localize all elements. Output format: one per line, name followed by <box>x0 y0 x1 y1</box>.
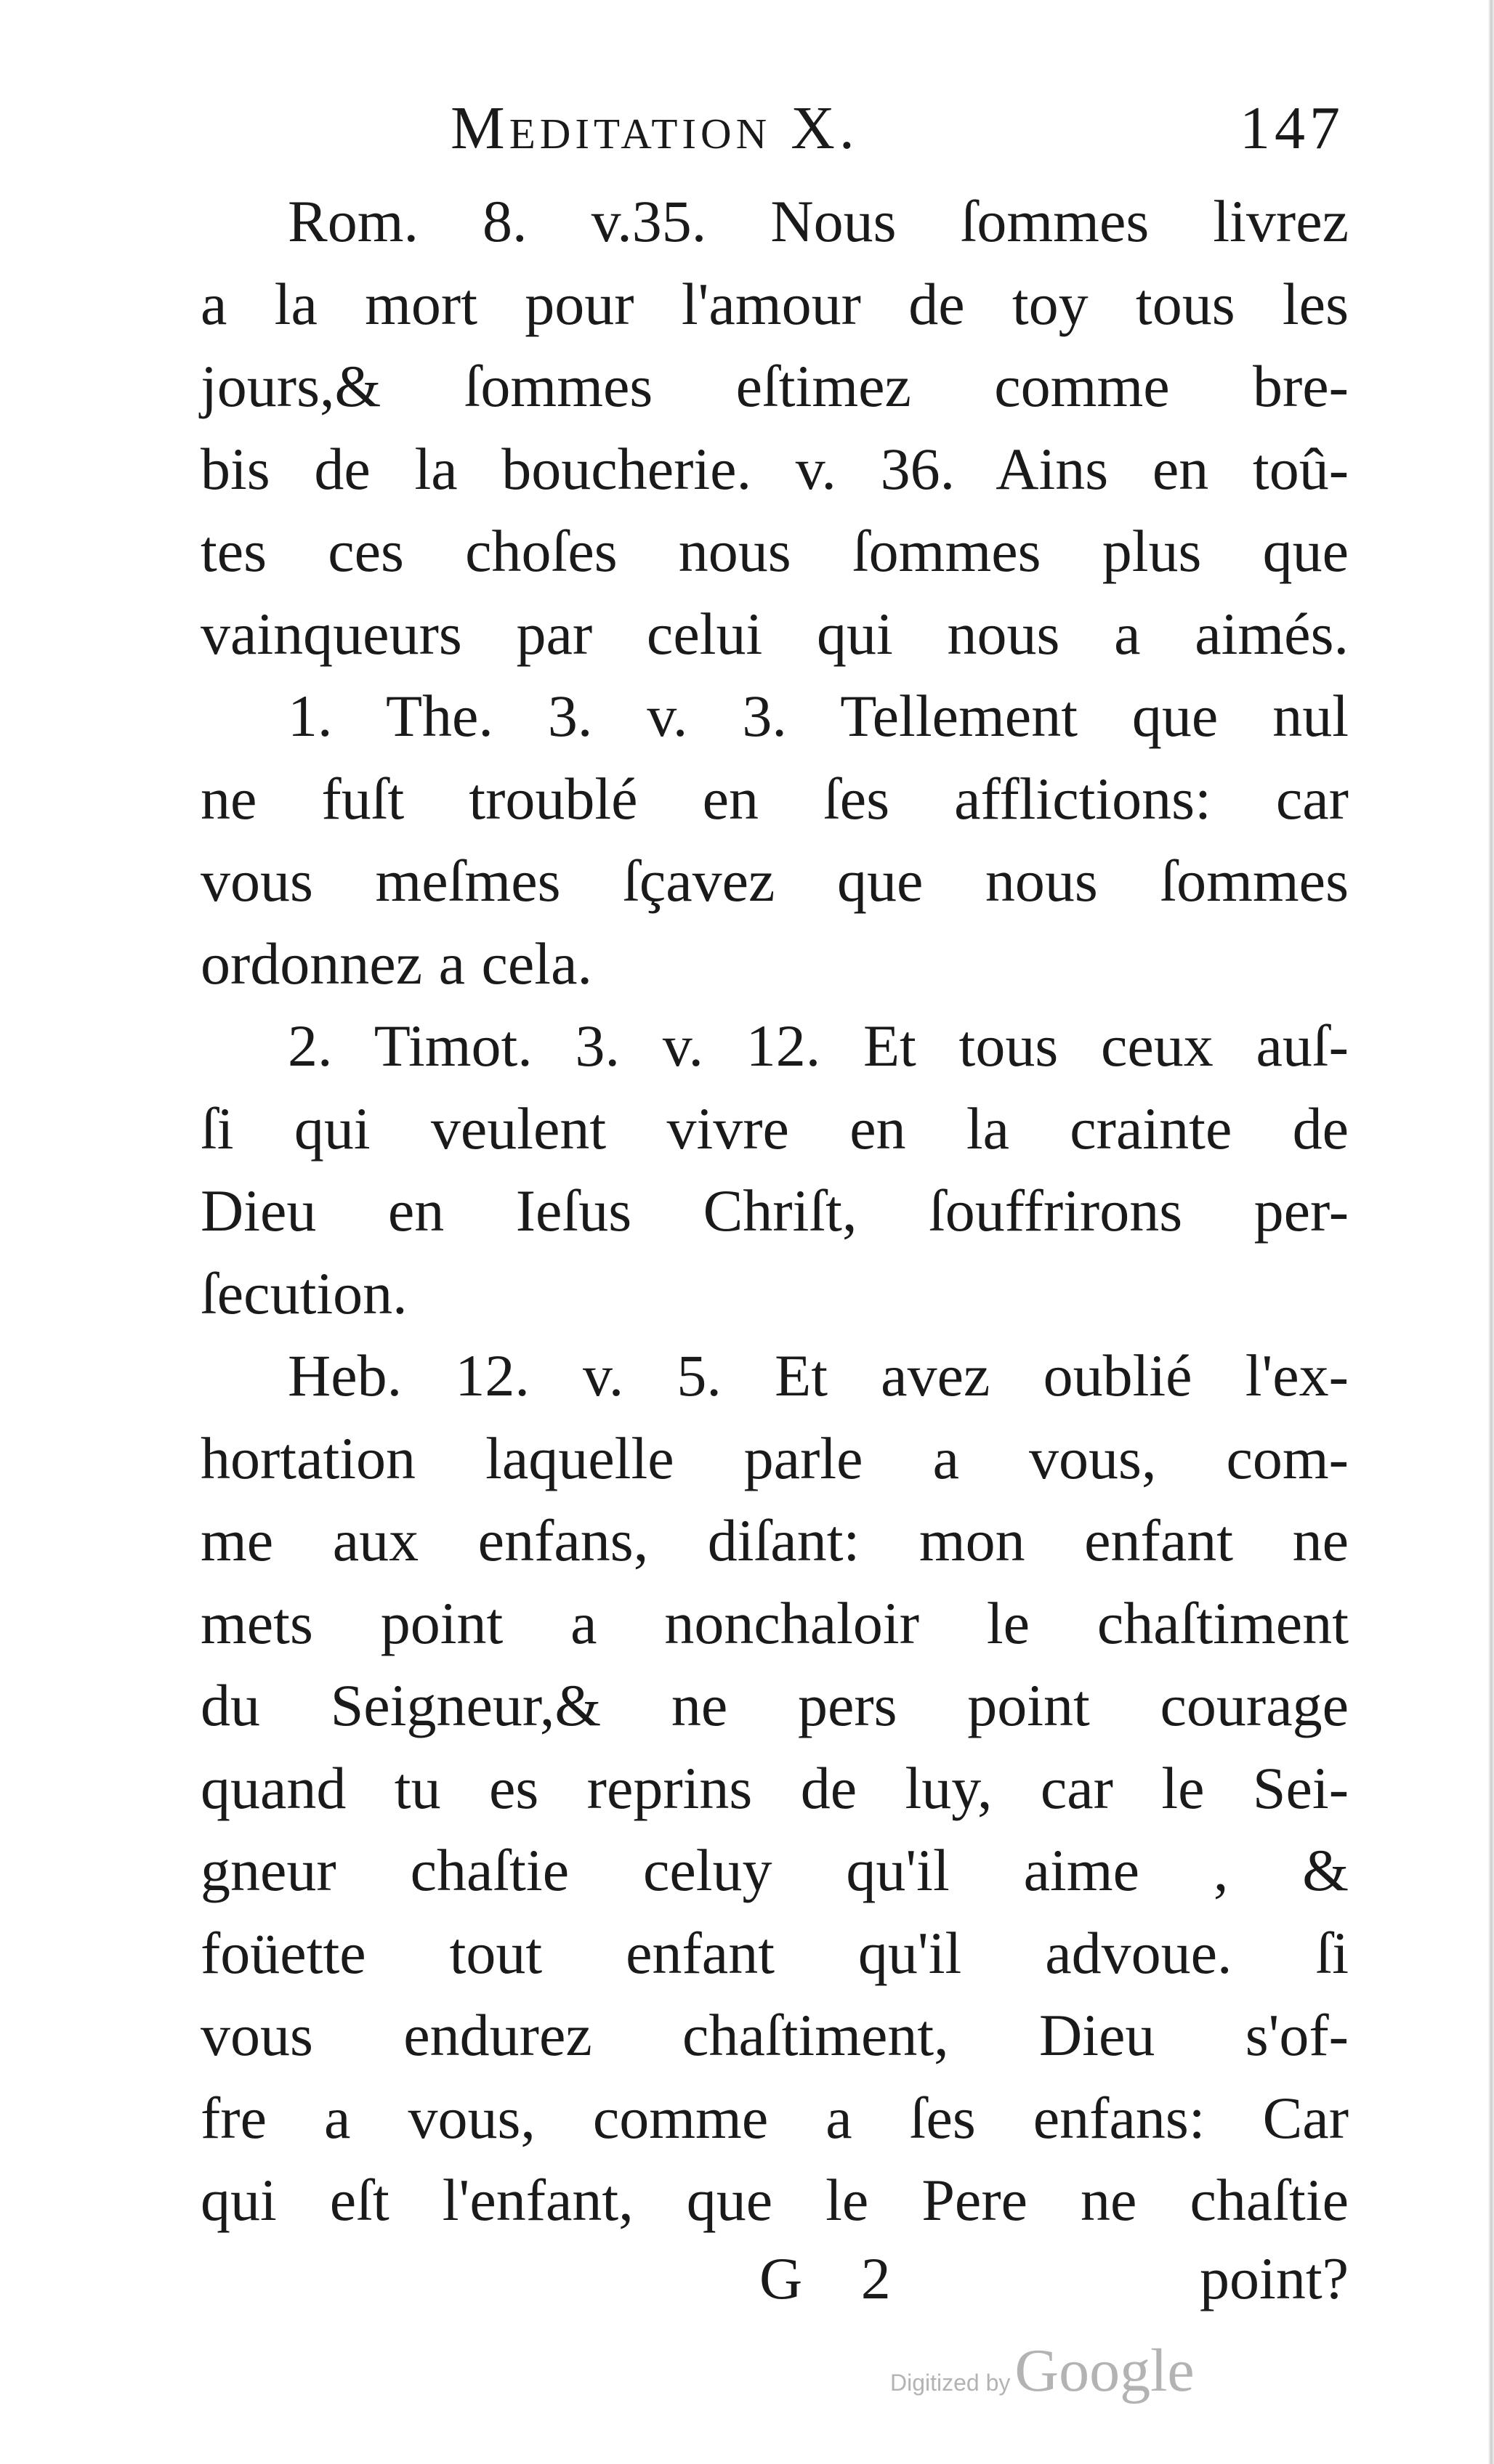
watermark-brand: Google <box>1014 2337 1195 2404</box>
text-line: ordonnez a cela. <box>201 930 592 997</box>
text-line: vous endurez chaſtiment, Dieu s'of- <box>201 2002 1349 2068</box>
header-title: Meditation X. <box>451 94 859 162</box>
signature-mark: G 2 <box>759 2245 913 2311</box>
text-line: 2. Timot. 3. v. 12. Et tous ceux auſ- <box>288 1013 1349 1079</box>
text-line: ſi qui veulent vivre en la crainte de <box>201 1095 1349 1162</box>
page-body <box>201 180 1349 2242</box>
digitized-by-google-watermark <box>890 2335 1195 2406</box>
text-line: vous meſmes ſçavez que nous ſommes <box>201 848 1349 914</box>
text-line: vainqueurs par celui qui nous a aimés. <box>201 600 1349 667</box>
text-line: me aux enfans, diſant: mon enfant ne <box>201 1507 1349 1573</box>
text-line: tes ces choſes nous ſommes plus que <box>201 518 1349 584</box>
text-line: bis de la boucherie. v. 36. Ains en toû- <box>201 435 1349 502</box>
page-number: 147 <box>1240 94 1344 162</box>
text-line: Rom. 8. v.35. Nous ſommes livrez <box>288 188 1349 254</box>
text-line: du Seigneur,& ne pers point courage <box>201 1672 1349 1738</box>
page-edge <box>1488 0 1494 2464</box>
catchword: point? <box>1200 2245 1349 2311</box>
text-line: 1. The. 3. v. 3. Tellement que nul <box>288 683 1349 749</box>
text-line: a la mort pour l'amour de toy tous les <box>201 270 1349 337</box>
watermark-prefix: Digitized by <box>890 2370 1011 2396</box>
text-line: qui eſt l'enfant, que le Pere ne chaſtie <box>201 2167 1349 2233</box>
text-line: ſecution. <box>201 1260 408 1326</box>
text-line: foüette tout enfant qu'il advoue. ſi <box>201 1919 1349 1986</box>
text-line: fre a vous, comme a ſes enfans: Car <box>201 2084 1349 2151</box>
text-line: Heb. 12. v. 5. Et avez oublié l'ex- <box>288 1342 1349 1409</box>
text-line: ne fuſt troublé en ſes afflictions: car <box>201 765 1349 832</box>
running-header <box>407 93 1344 173</box>
text-line: gneur chaſtie celuy qu'il aime , & <box>201 1837 1349 1903</box>
text-line: Dieu en Ieſus Chriſt, ſouffrirons per- <box>201 1178 1349 1244</box>
text-line: jours,& ſommes eſtimez comme bre- <box>201 353 1349 419</box>
text-line: hortation laquelle parle a vous, com- <box>201 1424 1349 1491</box>
text-line: quand tu es reprins de luy, car le Sei- <box>201 1754 1349 1821</box>
text-line: mets point a nonchaloir le chaſtiment <box>201 1589 1349 1656</box>
